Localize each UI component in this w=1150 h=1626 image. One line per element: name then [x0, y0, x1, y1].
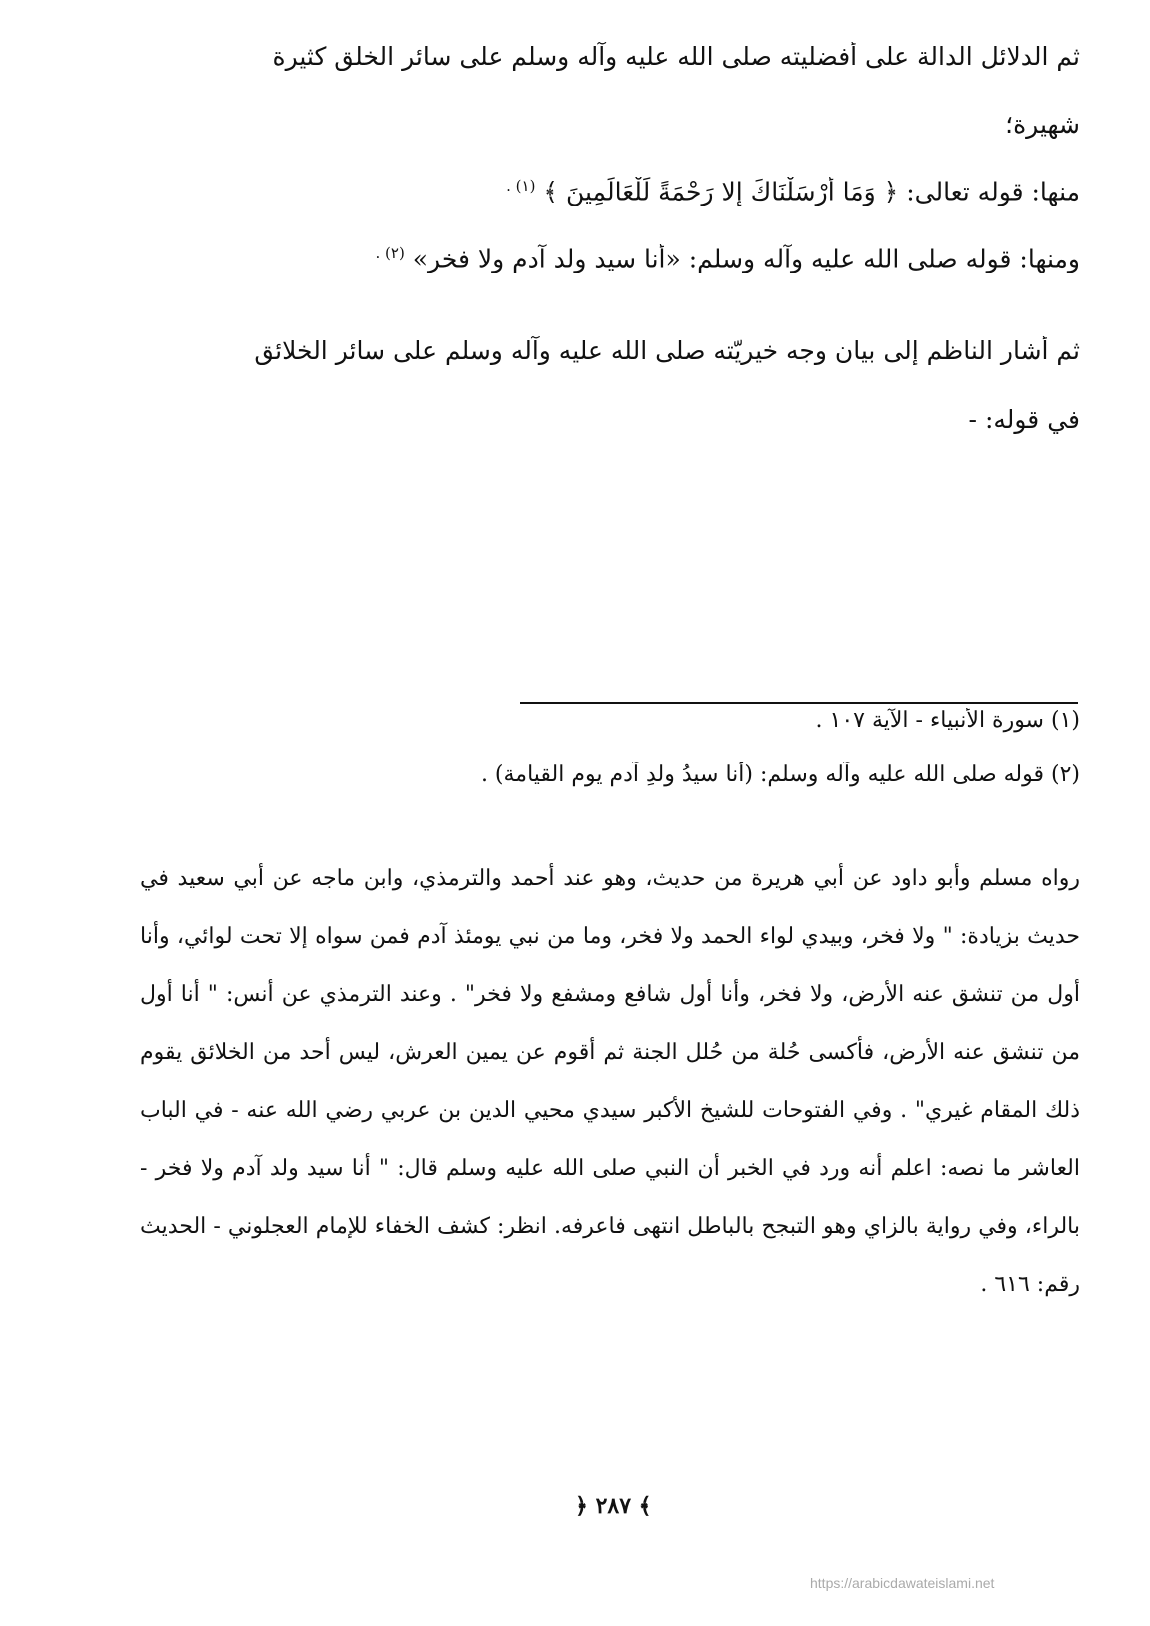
main-line-5-text: ثم أشار الناظم إلى بيان وجه خيريّته صلى الله عليه وآله وسلم على سائر الخلائق — [254, 336, 1080, 365]
watermark-url: https://arabicdawateislami.net — [810, 1575, 995, 1591]
footnote-separator — [520, 702, 1078, 704]
main-line-2 — [120, 110, 1080, 139]
footnote-1-text: (١) سورة الأنبياء - الآية ١٠٧ . — [815, 708, 1080, 733]
footnote-ref-2: (٢) . — [375, 244, 405, 262]
footnote-2 — [120, 762, 1080, 787]
main-line-6-text: في قوله: - — [968, 405, 1080, 434]
main-line-6 — [120, 405, 1080, 434]
main-line-5 — [120, 336, 1080, 365]
footnote-1 — [120, 708, 1080, 733]
document-page: ثم الدلائل الدالة على أفضليته صلى الله عليه وآله وسلم على سائر الخلق كثيرة شهيرة؛ منها: قوله تعالى: ﴿ وَمَا أَرْسَلْنَاكَ إِلا رَحْمَةً لِّلْعَالَمِينَ ﴾ $^{(١) .}$ ومنها: قوله صلى الله عليه وآله وسلم: «أنا سيد ولد آدم ولا فخر» $^{(٢) .}$ ثم أشار الناظم إلى بيان وجه خيريّته صلى الله عليه وآله وسلم على سائر الخلائق في قوله: - (١) سورة الأنبياء - الآية ١٠٧ . (٢) قوله صلى الله عليه وآله وسلم: (أنا سيدُ ولدِ آدم يوم القيامة) . رواه مسلم وأبو داود عن أبي هريرة من حديث، وهو عند أحمد والترمذي، وابن ماجه عن أبي سعيد في حديث بزيادة: " ولا فخر، وبيدي لواء الحمد ولا فخر، وما من نبي يومئذ آدم فمن سواه إلا تحت لوائي، وأنا أول من تنشق عنه الأرض، ولا فخر، وأنا أول شافع ومشفع ولا فخر" . وعند الترمذي عن أنس: " أنا أول من تنشق عنه الأرض، فأكسى حُلة من حُلل الجنة ثم أقوم عن يمين العرش، ليس أحد من الخلائق يقوم ذلك المقام غيري" . وفي الفتوحات للشيخ الأكبر سيدي محيي الدين بن عربي رضي الله عنه - في الباب العاشر ما نصه: اعلم أنه ورد في الخبر أن النبي صلى الله عليه وسلم قال: " أنا سيد ولد آدم ولا فخر - بالراء، وفي رواية بالزاي وهو التبجح بالباطل انتهى فاعرفه. انظر: كشف الخفاء للإمام العجلوني - الحديث رقم: ٦١٦ . ﴿ ٢٨٧ ﴾ https://arabicdawateislami.net — [0, 0, 1150, 1626]
main-line-3 — [120, 177, 1080, 206]
main-line-1-text: ثم الدلائل الدالة على أفضليته صلى الله عليه وآله وسلم على سائر الخلق كثيرة — [272, 42, 1080, 71]
footnote-2-body: رواه مسلم وأبو داود عن أبي هريرة من حديث، وهو عند أحمد والترمذي، وابن ماجه عن أبي سعيد في حديث بزيادة: " ولا فخر، وبيدي لواء الحمد ولا فخر، وما من نبي يومئذ آدم فمن سواه إلا تحت لوائي، وأنا أول من تنشق عنه الأرض، ولا فخر، وأنا أول شافع ومشفع ولا فخر" . وعند الترمذي عن أنس: " أنا أول من تنشق عنه الأرض، فأكسى حُلة من حُلل الجنة ثم أقوم عن يمين العرش، ليس أحد من الخلائق يقوم ذلك المقام غيري" . وفي الفتوحات للشيخ الأكبر سيدي محيي الدين بن عربي رضي الله عنه - في الباب العاشر ما نصه: اعلم أنه ورد في الخبر أن النبي صلى الله عليه وسلم قال: " أنا سيد ولد آدم ولا فخر - بالراء، وفي رواية بالزاي وهو التبجح بالباطل انتهى فاعرفه. انظر: كشف الخفاء للإمام العجلوني - الحديث رقم: ٦١٦ . — [140, 866, 1080, 1297]
footnote-2-text: (٢) قوله صلى الله عليه وآله وسلم: (أنا سيدُ ولدِ آدم يوم القيامة) . — [480, 762, 1080, 787]
footnote-ref-1: (١) . — [506, 177, 536, 195]
quran-quote-line: منها: قوله تعالى: ﴿ وَمَا أَرْسَلْنَاكَ إِلا رَحْمَةً لِّلْعَالَمِينَ ﴾ — [543, 177, 1080, 207]
hadith-quote-line: ومنها: قوله صلى الله عليه وآله وسلم: «أنا سيد ولد آدم ولا فخر» — [412, 244, 1080, 274]
main-line-4 — [120, 244, 1080, 273]
main-line-1 — [120, 42, 1080, 71]
main-line-2-text: شهيرة؛ — [1005, 110, 1080, 139]
